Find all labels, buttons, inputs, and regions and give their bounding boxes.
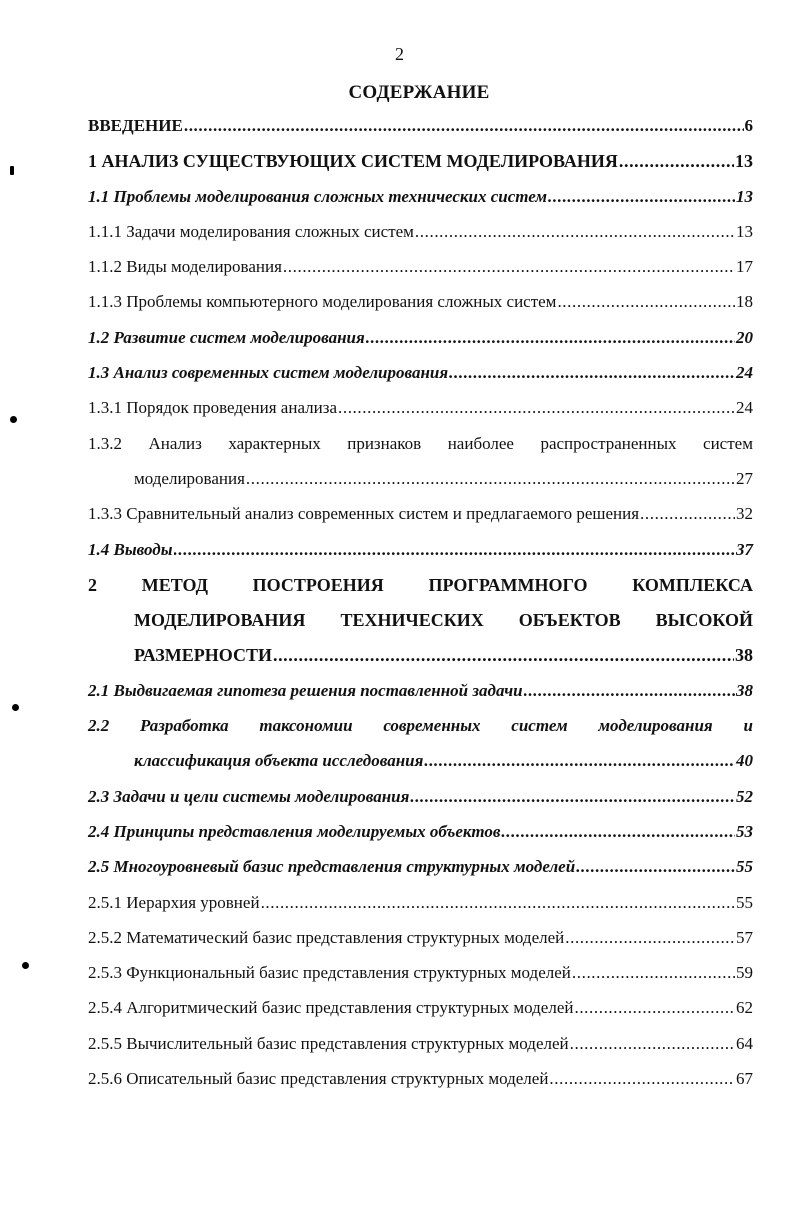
toc-entry-multiline[interactable] [88,575,753,610]
toc-entry-label: 1.3.3 Сравнительный анализ современных систем и предлагаемого решения [88,504,640,524]
toc-word: 2.2 [88,716,110,736]
toc-justified-line [88,434,753,469]
toc-entry-page: 13 [736,221,753,241]
toc-entry-label: 1.1 Проблемы моделирования сложных технических систем [88,186,548,206]
toc-justified-line [88,716,753,751]
toc-entry[interactable] [88,540,753,575]
toc-word: ПРОГРАММНОГО [428,574,588,595]
toc-entry-page: 62 [736,998,753,1018]
toc-entry-page: 53 [736,821,753,841]
toc-entry-page: 55 [736,857,753,877]
toc-word: 1.3.2 [88,433,122,453]
toc-entry-label: 2.5.4 Алгоритмический базис представления структурных моделей [88,998,574,1018]
toc-entry[interactable] [88,998,753,1033]
toc-entry-label: моделирования [134,468,245,488]
toc-justified-line [88,575,753,610]
toc-entry-multiline[interactable] [88,434,753,469]
toc-word: характерных [228,433,321,453]
toc-entry-label: 1 АНАЛИЗ СУЩЕСТВУЮЩИХ СИСТЕМ МОДЕЛИРОВАНИЯ [88,151,618,172]
toc-leader [501,822,735,842]
toc-leader [524,681,735,701]
toc-word: МОДЕЛИРОВАНИЯ [134,610,306,631]
toc-entry-page: 40 [736,751,753,771]
toc-entry[interactable] [88,398,753,433]
toc-entry-page: 32 [736,504,753,524]
toc-entry-label: 2.5 Многоуровневый базис представления структурных моделей [88,857,576,877]
toc-leader [283,257,735,277]
toc-leader [570,1034,735,1054]
toc-word: КОМПЛЕКСА [632,574,753,595]
toc-leader [246,469,735,489]
toc-entry-page: 13 [736,186,753,206]
toc-word: систем [511,716,568,736]
toc-entry[interactable] [88,681,753,716]
toc-leader [273,645,734,666]
toc-entry[interactable] [88,116,753,151]
toc-entry-label: 1.1.3 Проблемы компьютерного моделирования сложных систем [88,292,557,312]
toc-leader [261,893,735,913]
toc-word: систем [703,433,753,453]
page-title: СОДЕРЖАНИЕ [348,82,490,103]
toc-word: ВЫСОКОЙ [655,610,753,631]
scan-mark [12,704,19,711]
toc-entry[interactable] [88,292,753,327]
toc-word: Анализ [148,433,202,453]
toc-word: 2 [88,574,97,595]
toc-entry[interactable] [88,504,753,539]
toc-leader [557,292,735,312]
toc-entry-page: 27 [736,468,753,488]
toc-leader [574,998,735,1018]
toc-word: таксономии [259,716,353,736]
toc-entry[interactable] [88,257,753,292]
toc-leader [548,187,735,207]
toc-entry-continuation[interactable] [88,645,753,680]
toc-word: распространенных [540,433,677,453]
toc-leader [174,540,735,560]
toc-word: признаков [347,433,422,453]
toc-entry-page: 59 [736,963,753,983]
scan-mark [10,166,14,175]
toc-entry[interactable] [88,787,753,822]
toc-entry[interactable] [88,363,753,398]
toc-entry-label: 2.5.2 Математический базис представления структурных моделей [88,927,565,947]
toc-word: моделирования [598,716,713,736]
toc-entry-page: 24 [736,398,753,418]
toc-leader [410,787,735,807]
toc-word: и [743,716,753,736]
toc-leader [338,398,735,418]
toc-leader [184,116,744,136]
toc-leader [449,363,735,383]
toc-entry-label: ВВЕДЕНИЕ [88,116,183,135]
toc-entry-multiline[interactable] [88,610,753,645]
toc-entry-page: 18 [736,292,753,312]
toc-entry-label: 1.2 Развитие систем моделирования [88,327,365,347]
toc-entry-continuation[interactable] [88,751,753,786]
page-number: 2 [395,44,404,64]
toc-leader [366,328,735,348]
toc-leader [576,857,735,877]
toc-leader [415,222,735,242]
toc-entry[interactable] [88,1069,753,1104]
toc-entry-page: 55 [736,892,753,912]
toc-leader [424,751,735,771]
toc-entry-page: 24 [736,363,753,383]
toc-leader [619,151,734,172]
toc-entry-page: 13 [735,151,753,172]
toc-word: ОБЪЕКТОВ [518,610,621,631]
toc-entry-label: 2.1 Выдвигаемая гипотеза решения поставленной задачи [88,680,523,700]
toc-entry-page: 6 [744,116,753,135]
toc-entry[interactable] [88,857,753,892]
toc-entry[interactable] [88,328,753,363]
toc-entry-label: 2.3 Задачи и цели системы моделирования [88,786,410,806]
toc-entry-page: 38 [735,645,753,666]
toc-entry[interactable] [88,893,753,928]
toc-entry[interactable] [88,822,753,857]
toc-entry-label: 1.3.1 Порядок проведения анализа [88,398,337,418]
toc-entry-label: 1.3 Анализ современных систем моделирования [88,363,449,383]
toc-leader [549,1069,735,1089]
scan-mark [22,962,29,969]
toc-entry-page: 57 [736,927,753,947]
toc-entry-label: классификация объекта исследования [134,751,424,771]
toc-entry-label: 1.4 Выводы [88,539,173,559]
toc-word: МЕТОД [141,574,208,595]
toc-entry-page: 64 [736,1033,753,1053]
table-of-contents [88,116,753,1104]
toc-entry-page: 52 [736,786,753,806]
toc-leader [565,928,735,948]
toc-word: современных [383,716,481,736]
toc-entry[interactable] [88,187,753,222]
toc-entry[interactable] [88,1034,753,1069]
toc-entry-label: 2.4 Принципы представления моделируемых объектов [88,821,501,841]
toc-justified-line [134,610,753,645]
toc-leader [572,963,735,983]
toc-entry-page: 20 [736,327,753,347]
toc-entry-page: 67 [736,1069,753,1089]
toc-entry-continuation[interactable] [88,469,753,504]
toc-entry[interactable] [88,151,753,186]
scan-mark [10,416,17,423]
toc-entry[interactable] [88,928,753,963]
toc-entry[interactable] [88,222,753,257]
toc-word: Разработка [140,716,229,736]
toc-word: ТЕХНИЧЕСКИХ [340,610,484,631]
toc-entry-page: 17 [736,257,753,277]
toc-word: наиболее [447,433,514,453]
toc-entry-label: 2.5.3 Функциональный базис представления структурных моделей [88,963,571,983]
toc-word: ПОСТРОЕНИЯ [252,574,384,595]
toc-entry-multiline[interactable] [88,716,753,751]
toc-entry[interactable] [88,963,753,998]
toc-entry-label: 2.5.1 Иерархия уровней [88,892,260,912]
toc-leader [640,504,735,524]
toc-entry-label: 1.1.2 Виды моделирования [88,257,282,277]
toc-entry-label: 1.1.1 Задачи моделирования сложных систем [88,221,414,241]
toc-entry-label: 2.5.6 Описательный базис представления структурных моделей [88,1069,549,1089]
toc-entry-page: 37 [736,539,753,559]
toc-entry-label: РАЗМЕРНОСТИ [134,645,272,666]
toc-entry-label: 2.5.5 Вычислительный базис представления структурных моделей [88,1033,569,1053]
toc-entry-page: 38 [736,680,753,700]
